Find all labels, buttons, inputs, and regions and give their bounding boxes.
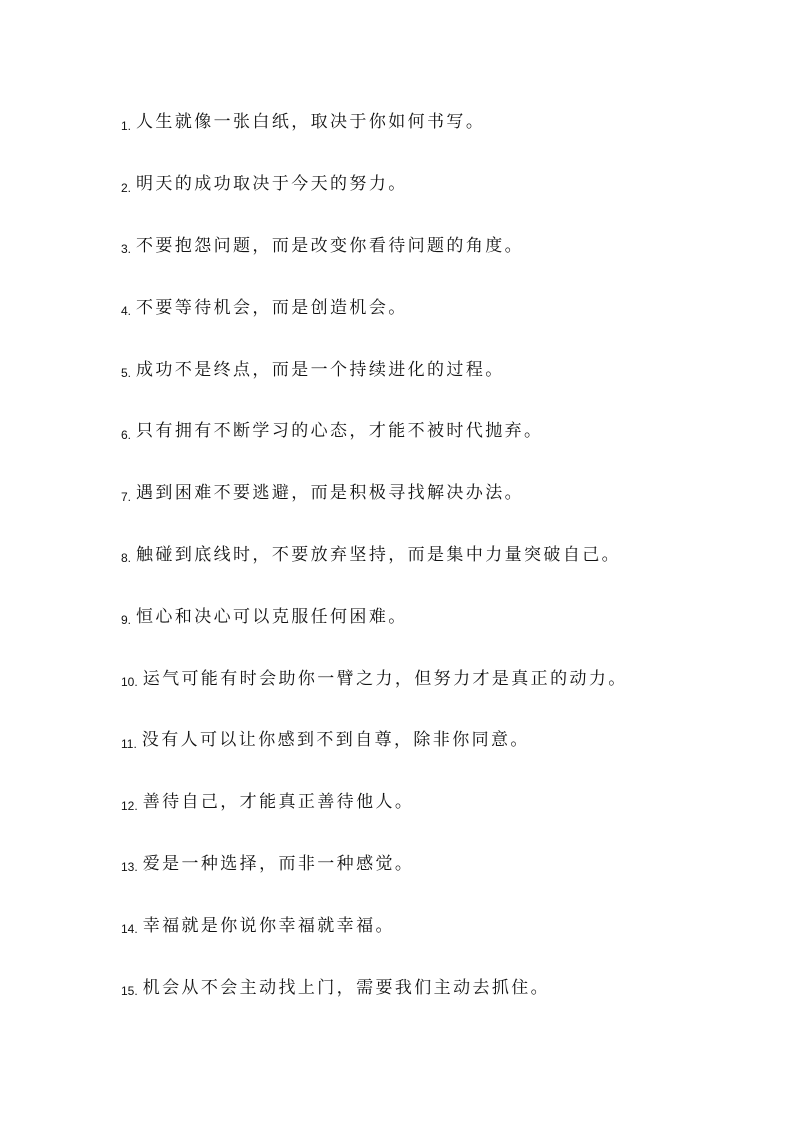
- item-number: 8.: [121, 551, 132, 566]
- item-number: 9.: [121, 613, 132, 628]
- item-number: 7.: [121, 489, 132, 504]
- item-number: 13.: [121, 860, 138, 875]
- item-text: 遇到困难不要逃避，而是积极寻找解决办法。: [136, 483, 525, 504]
- list-item: [121, 401, 761, 463]
- item-text: 善待自己，才能真正善待他人。: [142, 792, 415, 813]
- item-number: 3.: [121, 242, 132, 257]
- item-text: 成功不是终点，而是一个持续进化的过程。: [136, 359, 505, 380]
- item-number: 6.: [121, 427, 132, 442]
- list-item: [121, 586, 761, 648]
- item-number: 14.: [121, 922, 138, 937]
- list-item: [121, 648, 761, 710]
- item-number: 12.: [121, 798, 138, 813]
- list-item: [121, 216, 761, 278]
- list-item: [121, 895, 761, 957]
- item-text: 只有拥有不断学习的心态，才能不被时代抛弃。: [136, 421, 544, 442]
- item-number: 5.: [121, 366, 132, 381]
- item-text: 幸福就是你说你幸福就幸福。: [142, 915, 395, 936]
- item-number: 1.: [121, 118, 132, 133]
- item-text: 人生就像一张白纸，取决于你如何书写。: [136, 112, 486, 133]
- item-number: 2.: [121, 180, 132, 195]
- list-item: [121, 834, 761, 896]
- list-item: [121, 92, 761, 154]
- list-item: [121, 710, 761, 772]
- item-text: 机会从不会主动找上门，需要我们主动去抓住。: [142, 977, 551, 998]
- item-text: 明天的成功取决于今天的努力。: [136, 174, 408, 195]
- list-item: [121, 525, 761, 587]
- item-text: 不要等待机会，而是创造机会。: [136, 297, 408, 318]
- item-text: 爱是一种选择，而非一种感觉。: [142, 853, 415, 874]
- item-text: 没有人可以让你感到不到自尊，除非你同意。: [141, 730, 530, 751]
- item-text: 触碰到底线时，不要放弃坚持，而是集中力量突破自己。: [136, 544, 622, 565]
- list-item: [121, 957, 761, 1019]
- item-number: 11.: [121, 736, 137, 751]
- item-text: 不要抱怨问题，而是改变你看待问题的角度。: [136, 235, 525, 256]
- list-item: [121, 463, 761, 525]
- list-item: [121, 339, 761, 401]
- item-text: 恒心和决心可以克服任何困难。: [136, 606, 408, 627]
- list-item: [121, 277, 761, 339]
- list-item: [121, 772, 761, 834]
- item-text: 运气可能有时会助你一臂之力，但努力才是真正的动力。: [142, 668, 628, 689]
- quote-list: [121, 92, 761, 1019]
- list-item: [121, 154, 761, 216]
- item-number: 4.: [121, 304, 132, 319]
- item-number: 15.: [121, 984, 138, 999]
- item-number: 10.: [121, 675, 138, 690]
